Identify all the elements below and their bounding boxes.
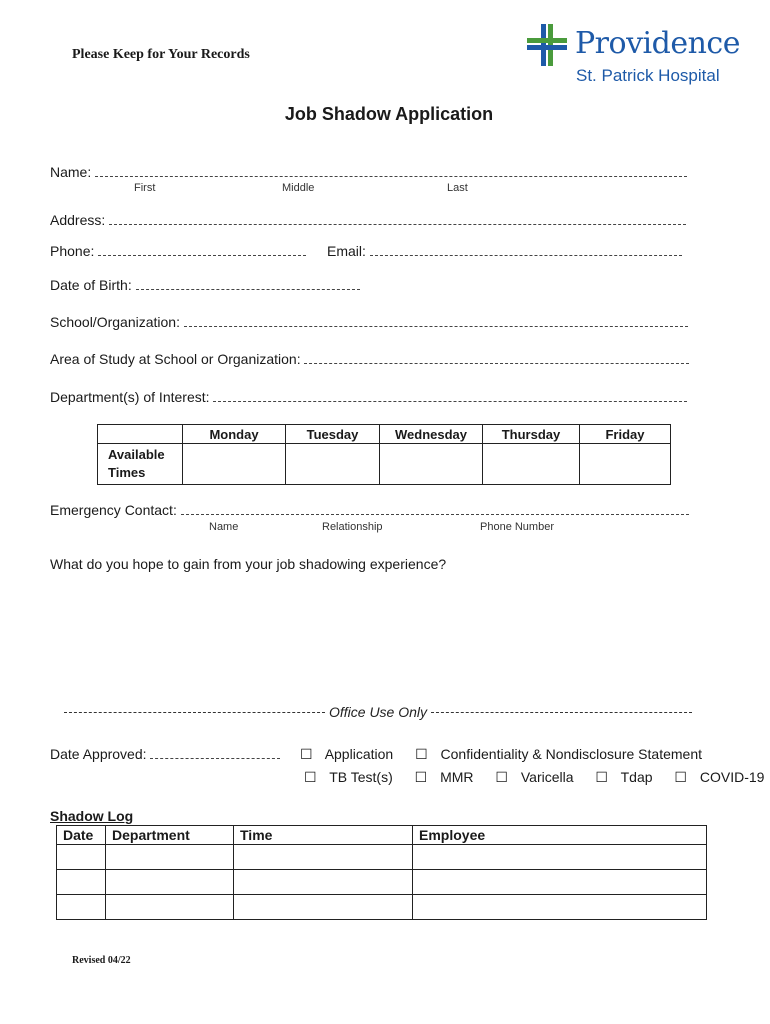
office-use-divider xyxy=(64,704,692,720)
log-header-employee: Employee xyxy=(413,826,707,845)
emergency-contact-field[interactable] xyxy=(50,502,689,518)
day-header-monday: Monday xyxy=(183,425,286,444)
name-line[interactable] xyxy=(95,164,687,177)
address-label: Address: xyxy=(50,212,106,228)
date-approved-label: Date Approved: xyxy=(50,746,147,762)
address-line[interactable] xyxy=(109,212,686,225)
emergency-contact-line[interactable] xyxy=(181,502,689,515)
emergency-name-caption: Name xyxy=(209,521,239,533)
checkbox-icon: ☐ xyxy=(495,769,508,785)
checkbox-tdap[interactable] xyxy=(595,769,661,785)
day-header-wednesday: Wednesday xyxy=(380,425,483,444)
checkbox-tdap-label: Tdap xyxy=(620,769,653,785)
available-label-line1: Available xyxy=(108,447,165,462)
checkbox-icon: ☐ xyxy=(414,769,428,785)
revised-date: Revised 04/22 xyxy=(72,955,131,966)
name-label: Name: xyxy=(50,164,92,180)
divider-right xyxy=(431,712,692,713)
log-cell[interactable] xyxy=(106,895,234,920)
availability-cell-wednesday[interactable] xyxy=(380,444,483,485)
log-header-date: Date xyxy=(57,826,106,845)
dob-field[interactable] xyxy=(50,277,360,293)
checkbox-mmr[interactable] xyxy=(415,769,483,785)
checkbox-confidentiality-label: Confidentiality & Nondisclosure Statement xyxy=(440,746,702,762)
email-field[interactable] xyxy=(327,243,682,259)
log-cell[interactable] xyxy=(57,895,106,920)
email-label: Email: xyxy=(327,243,366,259)
keep-records-note: Please Keep for Your Records xyxy=(72,47,250,62)
departments-field[interactable] xyxy=(50,389,687,405)
office-use-label: Office Use Only xyxy=(328,704,428,720)
checkbox-icon: ☐ xyxy=(595,769,608,785)
school-field[interactable] xyxy=(50,314,688,330)
availability-corner xyxy=(98,425,183,444)
shadow-log-title: Shadow Log xyxy=(50,808,134,824)
area-of-study-label: Area of Study at School or Organization: xyxy=(50,351,301,367)
availability-cell-monday[interactable] xyxy=(183,444,286,485)
dob-label: Date of Birth: xyxy=(50,277,132,293)
available-label-line2: Times xyxy=(108,465,146,480)
shadow-log-table xyxy=(56,825,707,920)
availability-table xyxy=(97,424,671,485)
office-checklist-row2 xyxy=(304,769,770,786)
log-cell[interactable] xyxy=(57,870,106,895)
office-checklist-row1 xyxy=(300,746,720,763)
day-header-tuesday: Tuesday xyxy=(286,425,380,444)
emergency-contact-label: Emergency Contact: xyxy=(50,502,177,518)
school-line[interactable] xyxy=(184,314,688,327)
checkbox-tb-test-label: TB Test(s) xyxy=(329,769,393,785)
checkbox-icon: ☐ xyxy=(415,746,428,762)
checkbox-icon: ☐ xyxy=(674,769,687,785)
log-cell[interactable] xyxy=(413,895,707,920)
date-approved-field[interactable] xyxy=(50,746,280,762)
day-header-friday: Friday xyxy=(580,425,671,444)
divider-left xyxy=(64,712,325,713)
address-field[interactable] xyxy=(50,212,686,228)
date-approved-line[interactable] xyxy=(150,746,280,759)
availability-cell-thursday[interactable] xyxy=(483,444,580,485)
area-of-study-line[interactable] xyxy=(304,351,689,364)
log-cell[interactable] xyxy=(234,845,413,870)
area-of-study-field[interactable] xyxy=(50,351,689,367)
log-cell[interactable] xyxy=(234,895,413,920)
log-cell[interactable] xyxy=(234,870,413,895)
name-last-caption: Last xyxy=(447,182,468,194)
day-header-thursday: Thursday xyxy=(483,425,580,444)
departments-label: Department(s) of Interest: xyxy=(50,389,210,405)
checkbox-icon: ☐ xyxy=(300,746,313,762)
checkbox-mmr-label: MMR xyxy=(440,769,474,785)
table-row xyxy=(57,870,707,895)
phone-field[interactable] xyxy=(50,243,306,259)
goals-answer-area[interactable] xyxy=(50,580,700,690)
log-header-time: Time xyxy=(234,826,413,845)
checkbox-confidentiality[interactable] xyxy=(415,746,711,762)
log-cell[interactable] xyxy=(106,845,234,870)
departments-line[interactable] xyxy=(213,389,687,402)
school-label: School/Organization: xyxy=(50,314,180,330)
logo-name: Providence xyxy=(575,26,740,61)
goals-question: What do you hope to gain from your job shadowing experience? xyxy=(50,556,447,572)
log-cell[interactable] xyxy=(413,845,707,870)
cross-logo-icon xyxy=(527,24,567,66)
log-header-department: Department xyxy=(106,826,234,845)
table-row xyxy=(57,895,707,920)
logo-subtitle: St. Patrick Hospital xyxy=(576,66,720,85)
name-first-caption: First xyxy=(134,182,156,194)
available-times-label xyxy=(98,444,183,485)
checkbox-varicella-label: Varicella xyxy=(520,769,574,785)
log-cell[interactable] xyxy=(57,845,106,870)
email-line[interactable] xyxy=(370,243,682,256)
checkbox-application[interactable] xyxy=(300,746,402,762)
checkbox-covid19[interactable] xyxy=(674,769,770,785)
name-field[interactable] xyxy=(50,164,687,180)
page-title: Job Shadow Application xyxy=(284,104,494,124)
emergency-phone-caption: Phone Number xyxy=(480,521,554,533)
checkbox-tb-test[interactable] xyxy=(304,769,402,785)
checkbox-covid19-label: COVID-19 xyxy=(699,769,765,785)
name-middle-caption: Middle xyxy=(282,182,315,194)
checkbox-icon: ☐ xyxy=(304,769,317,785)
availability-cell-tuesday[interactable] xyxy=(286,444,380,485)
dob-line[interactable] xyxy=(136,277,360,290)
phone-line[interactable] xyxy=(98,243,306,256)
phone-label: Phone: xyxy=(50,243,95,259)
emergency-relationship-caption: Relationship xyxy=(322,521,383,533)
log-cell[interactable] xyxy=(106,870,234,895)
checkbox-varicella[interactable] xyxy=(495,769,582,785)
table-row xyxy=(57,845,707,870)
checkbox-application-label: Application xyxy=(324,746,394,762)
availability-cell-friday[interactable] xyxy=(580,444,671,485)
log-cell[interactable] xyxy=(413,870,707,895)
